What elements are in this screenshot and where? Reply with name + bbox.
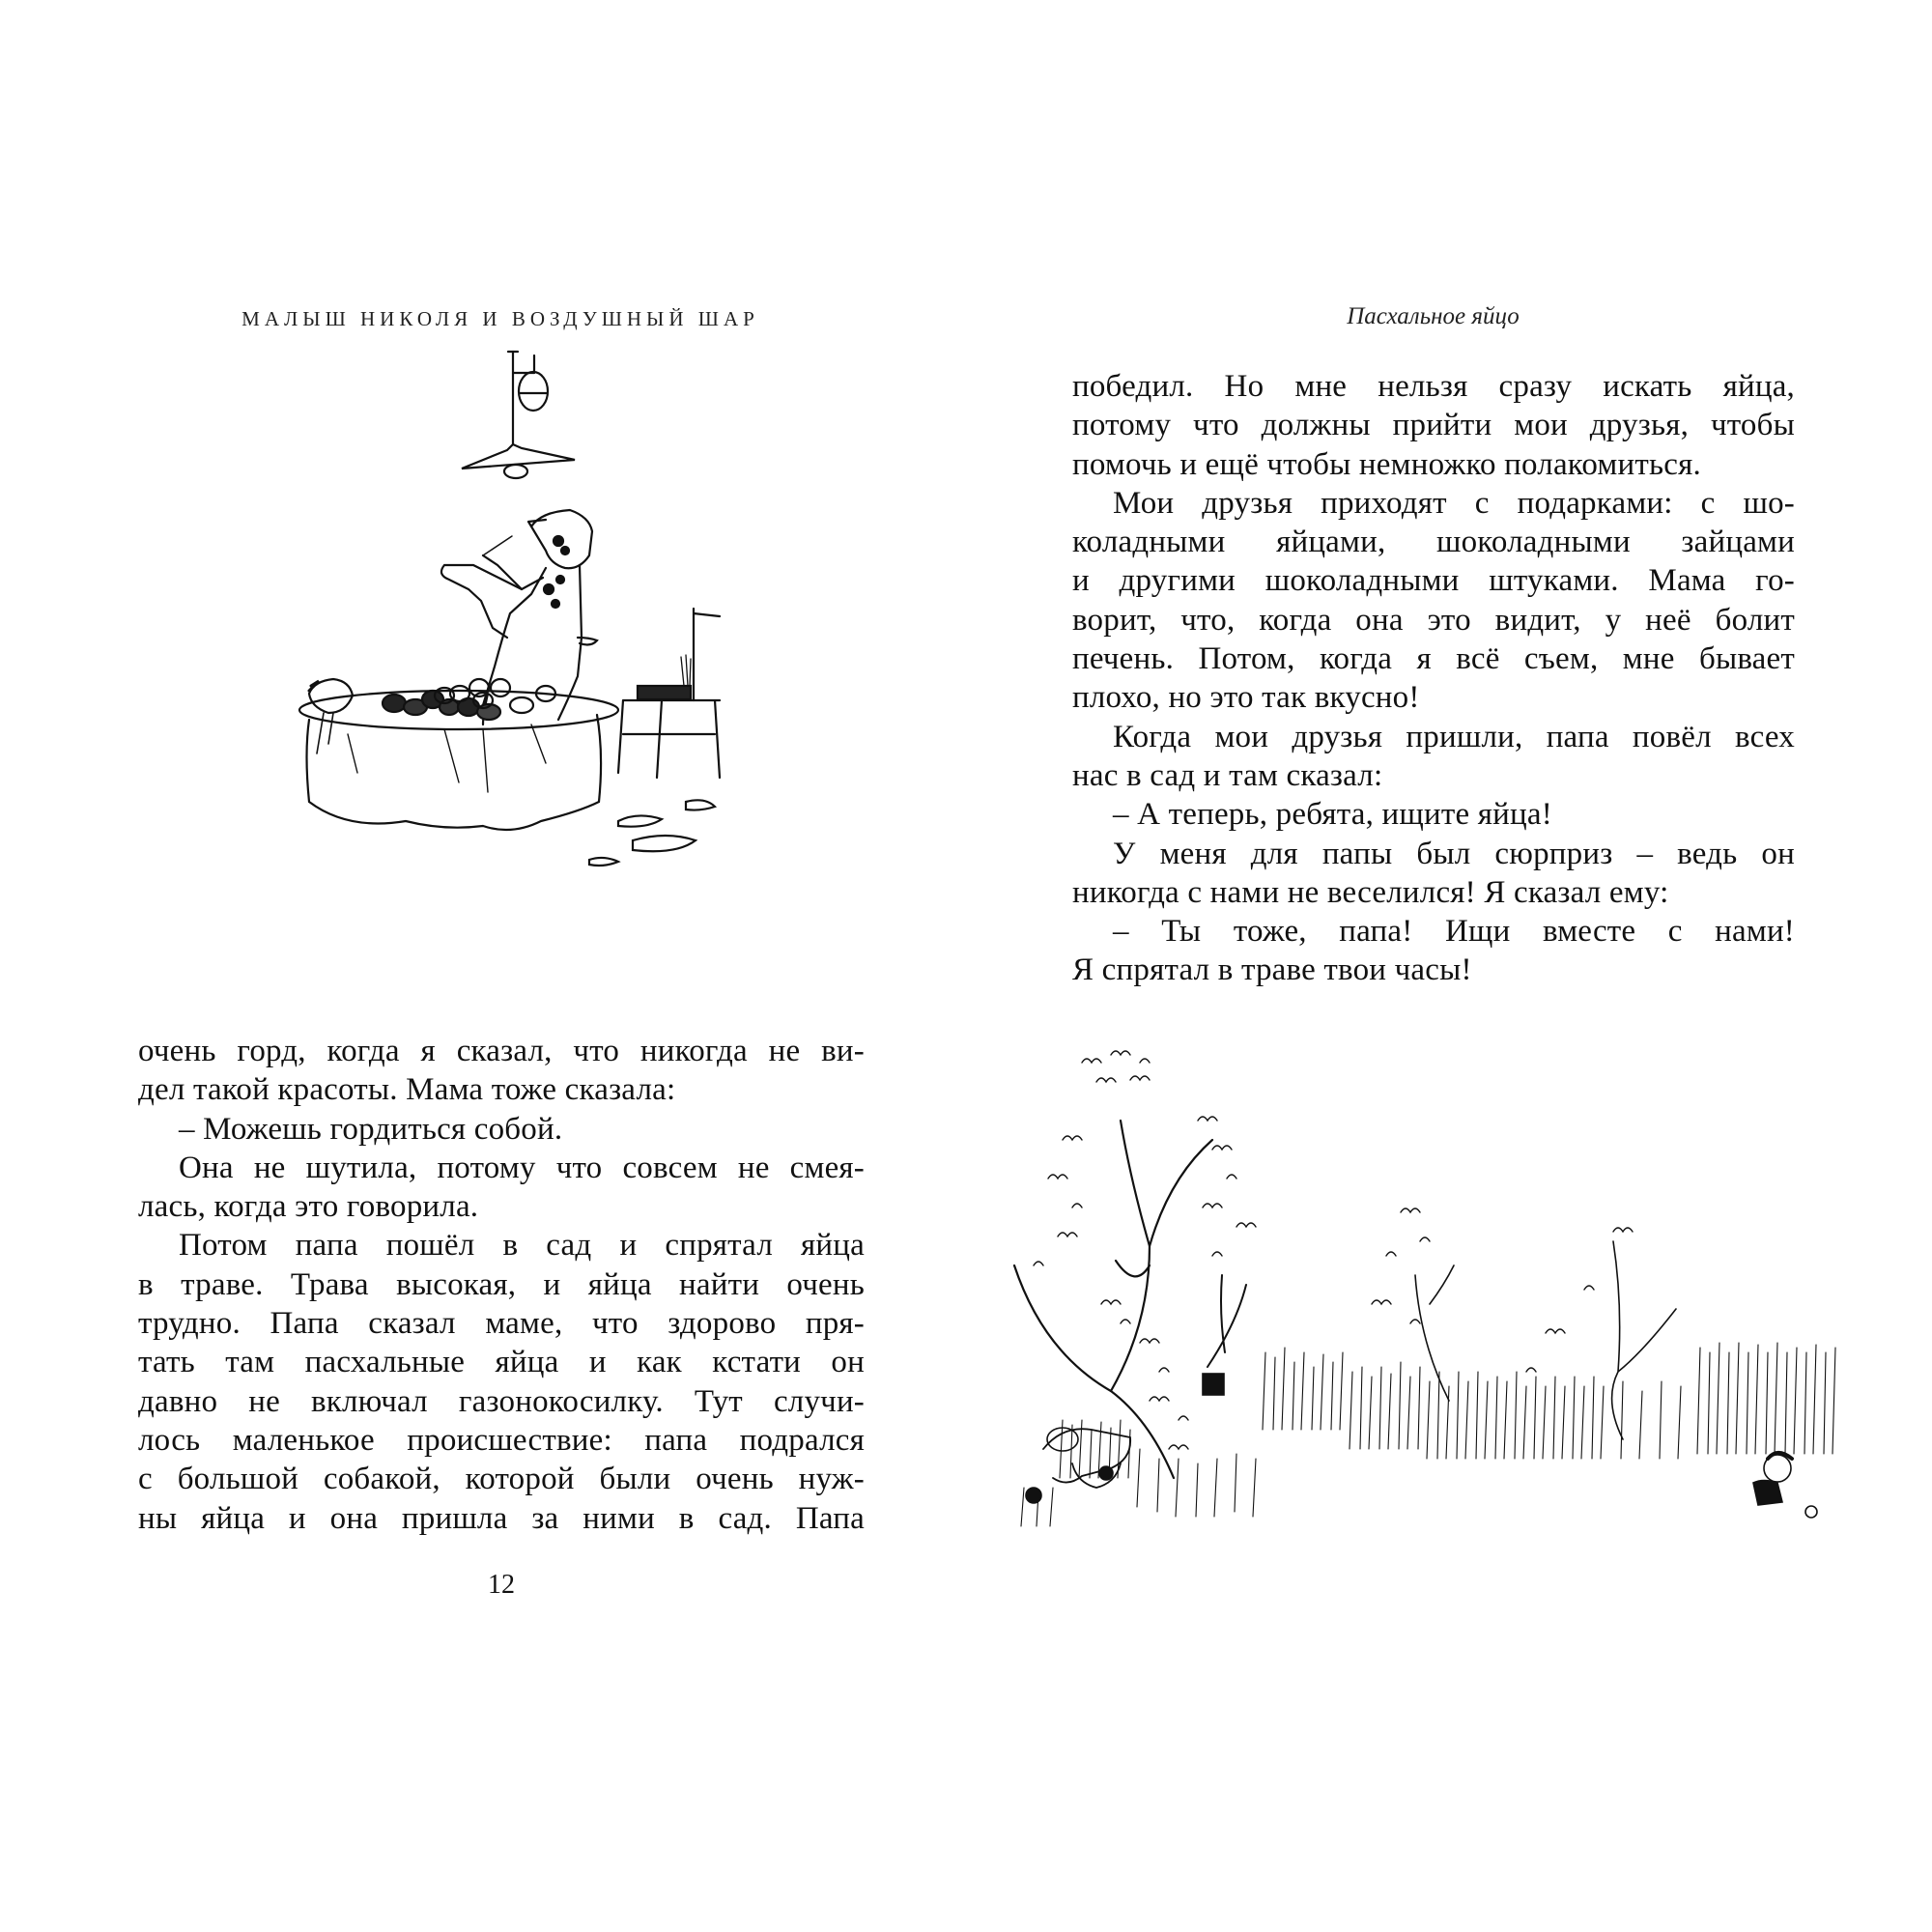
right-page — [966, 0, 1932, 1932]
text-line: лось маленькое происшествие: папа подрался — [138, 1422, 865, 1458]
text-line: Я спрятал в траве твои часы! — [1072, 952, 1472, 988]
text-line: потому что должны прийти мои друзья, чтобы — [1072, 408, 1795, 443]
running-head-book-title: МАЛЫШ НИКОЛЯ И ВОЗДУШНЫЙ ШАР — [242, 307, 759, 330]
text-line: У меня для папы был сюрприз – ведь он — [1113, 836, 1795, 871]
right-page-body-text — [1072, 367, 1795, 990]
text-line: и другими шоколадными штуками. Мама го- — [1072, 563, 1795, 599]
text-line: дел такой красоты. Мама тоже сказала: — [138, 1072, 676, 1108]
text-line: плохо, но это так вкусно! — [1072, 680, 1420, 716]
text-line: ны яйца и она пришла за ними в сад. Папа — [138, 1500, 865, 1536]
text-line: коладными яйцами, шоколадными зайцами — [1072, 525, 1795, 560]
text-line: очень горд, когда я сказал, что никогда не ви- — [138, 1034, 865, 1068]
text-line: печень. Потом, когда я всё съем, мне бывает — [1072, 641, 1795, 677]
text-line: лась, когда это говорила. — [138, 1189, 479, 1225]
text-line: тать там пасхальные яйца и как кстати он — [138, 1345, 865, 1380]
page-number: 12 — [488, 1570, 515, 1600]
text-line: давно не включал газонокосилку. Тут случи- — [138, 1383, 865, 1419]
papa-painting-eggs-illustration — [290, 348, 724, 1024]
left-page-body-text — [138, 1032, 865, 1538]
text-line: с большой собакой, которой были очень нуж- — [138, 1462, 865, 1497]
text-line: Мои друзья приходят с подарками: с шо- — [1113, 485, 1795, 521]
text-line: нас в сад и там сказал: — [1072, 757, 1383, 793]
text-line: Она не шутила, потому что совсем не смея- — [179, 1150, 865, 1185]
text-line: никогда с нами не веселился! Я сказал ему: — [1072, 874, 1669, 910]
text-line: – Можешь гордиться собой. — [179, 1111, 563, 1147]
text-line: помочь и ещё чтобы немножко полакомиться. — [1072, 446, 1701, 482]
text-line: Потом папа пошёл в сад и спрятал яйца — [179, 1228, 865, 1264]
text-line: в траве. Трава высокая, и яйца найти очень — [138, 1266, 865, 1302]
running-head-chapter-title: Пасхальное яйцо — [1347, 303, 1520, 329]
text-line: – Ты тоже, папа! Ищи вместе с нами! — [1113, 914, 1795, 950]
text-line: трудно. Папа сказал маме, что здорово пря- — [138, 1306, 865, 1342]
text-line: – А теперь, ребята, ищите яйца! — [1113, 797, 1552, 833]
text-line: победил. Но мне нельзя сразу искать яйца, — [1072, 369, 1795, 404]
text-line: Когда мои друзья пришли, папа повёл всех — [1113, 719, 1795, 754]
text-line: ворит, что, когда она это видит, у неё болит — [1072, 602, 1795, 638]
garden-egg-hunt-illustration — [1005, 1034, 1845, 1565]
